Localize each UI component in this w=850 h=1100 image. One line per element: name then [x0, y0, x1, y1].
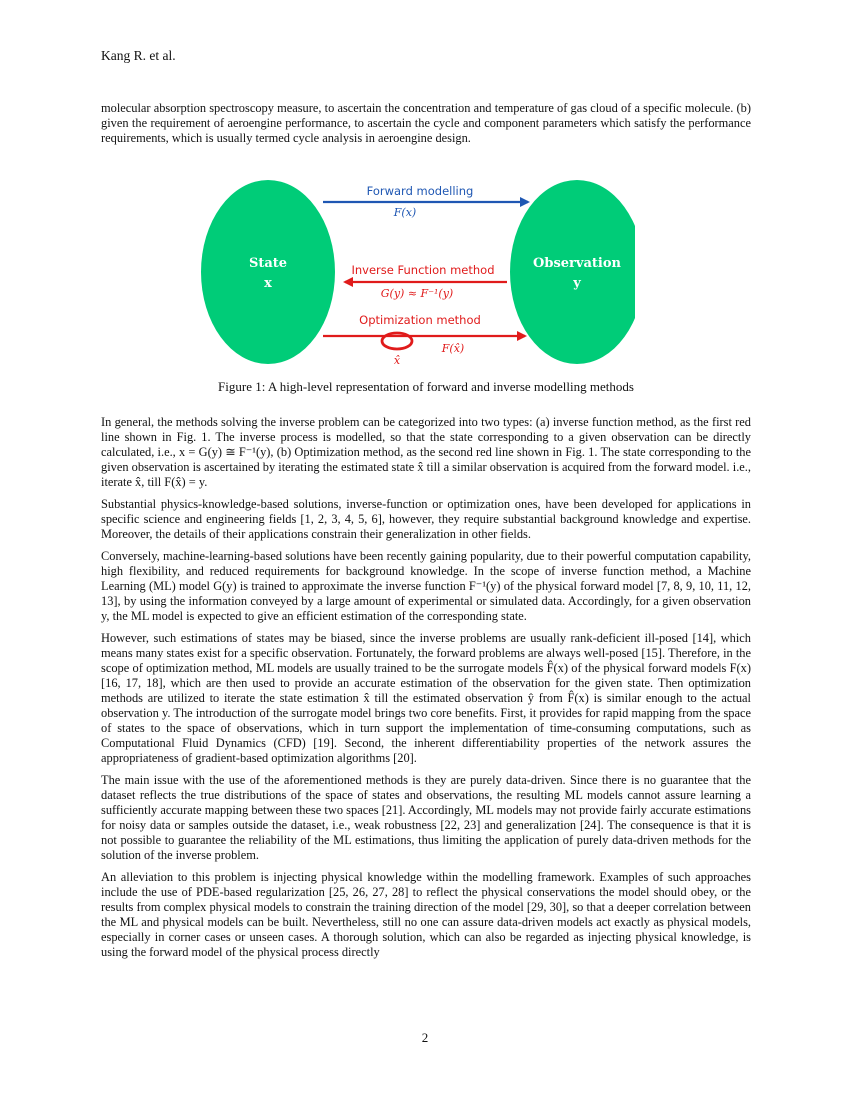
optimization-variable: x̂ — [393, 354, 401, 367]
paragraph: The main issue with the use of the aforementioned methods is they are purely data-driven. Since there is no guarantee that the dataset reflects the true distributions of the space of states and observations, the resulting ML models cannot assure learning a sufficiently accurate mapping between these two spaces [21]. Accordingly, ML models may not provide fairly accurate estimations for noisy data or samples outside the dataset, i.e., weak robustness [22, 23] and generalization [24]. The consequence is that it is not possible to guarantee the reliability of the ML estimations, thus limiting the application of purely data-driven methods for the solution of the inverse problem. — [101, 773, 751, 862]
forward-formula: F(x) — [393, 206, 417, 219]
state-variable: x — [264, 276, 272, 291]
running-header: Kang R. et al. — [101, 48, 176, 63]
paragraph: Conversely, machine-learning-based solutions have been recently gaining popularity, due to their powerful computation capability, high flexibility, and reduced requirements for background knowledge. In the scope of inverse function method, a Machine Learning (ML) model G(y) is trained to approximate the inverse function F⁻¹(y) of the physical forward model [7, 8, 9, 10, 11, 12, 13], by using the information conveyed by a large amount of experimental or simulated data. Accordingly, for a given observation y, the ML model is expected to give an efficient estimation of the corresponding state. — [101, 549, 751, 623]
state-label: State — [248, 256, 288, 271]
forward-label: Forward modelling — [366, 184, 474, 198]
observation-label: Observation — [533, 256, 621, 271]
paragraph: However, such estimations of states may be biased, since the inverse problems are usually rank-deficient ill-posed [14], which means many states exist for a specific observation. Fortunately, the forward problems are always well-posed [15]. Therefore, in the scope of optimization method, ML models are usually trained to be the surrogate models F̂(x) of the physical forward models F(x) [16, 17, 18], which are then used to provide an accurate estimation of the observation for the given state. Then optimization methods are utilized to iterate the state estimation x̂ till the estimated observation ŷ from F̂(x) is similar enough to the actual observation y. The introduction of the surrogate model brings two core benefits. First, it provides for rapid mapping from the space of states to the space of observations, which in turn support the implementation of time-consuming computations, such as Computational Fluid Dynamics (CFD) [19]. Second, the inherent differentiability properties of the network assures the appropriateness of gradient-based optimization algorithms [20]. — [101, 631, 751, 765]
figure-caption: Figure 1: A high-level representation of forward and inverse modelling methods — [218, 379, 634, 394]
inverse-formula: G(y) ≈ F⁻¹(y) — [380, 287, 454, 300]
intro-paragraph — [101, 101, 751, 153]
paragraph: An alleviation to this problem is injecting physical knowledge within the modelling framework. Examples of such approaches include the use of PDE-based regularization [25, 26, 27, 28] to reflect the physical conservations the model should obey, or the results from complex physical models to constrain the training direction of the model [29, 30], so that a deeper correlation between the ML and physical models can be built. Nevertheless, still no one can assure data-driven models act exactly as physical models, especially in corner cases or unseen cases. A thorough solution, which can also be regarded as injecting physical knowledge, is using the forward model of the physical process directly — [101, 870, 751, 959]
optimization-formula: F(x̂) — [441, 342, 465, 355]
paragraph: In general, the methods solving the inverse problem can be categorized into two types: (a) inverse function method, as the first red line shown in Fig. 1. The inverse process is modelled, so that the state corresponding to a given observation can be directly calculated, i.e., x = G(y) ≅ F⁻¹(y), (b) Optimization method, as the second red line shown in Fig. 1. The state corresponding to the given observation is ascertained by iterating the estimated state x̂ till a similar observation is acquired from the forward model. i.e., iterate x̂, till F(x̂) = y. — [101, 415, 751, 489]
optimization-label: Optimization method — [359, 313, 481, 327]
observation-variable: y — [573, 276, 581, 291]
paragraph: molecular absorption spectroscopy measure, to ascertain the concentration and temperature of gas cloud of a specific molecule. (b) given the requirement of aeroengine performance, to ascertain the cycle and component parameters which satisfy the performance requirements, which is usually termed cycle analysis in aeroengine design. — [101, 101, 751, 145]
observation-ellipse — [510, 180, 635, 364]
figure-diagram — [195, 172, 635, 372]
paragraph: Substantial physics-knowledge-based solutions, inverse-function or optimization ones, have been developed for applications in specific science and engineering fields [1, 2, 3, 4, 5, 6], however, they require substantial background knowledge and expertise. Moreover, the details of their applications constrain their generalization in other fields. — [101, 497, 751, 541]
inverse-label: Inverse Function method — [351, 263, 495, 277]
body-text — [101, 415, 751, 967]
page-number: 2 — [421, 1030, 429, 1045]
state-ellipse — [201, 180, 335, 364]
